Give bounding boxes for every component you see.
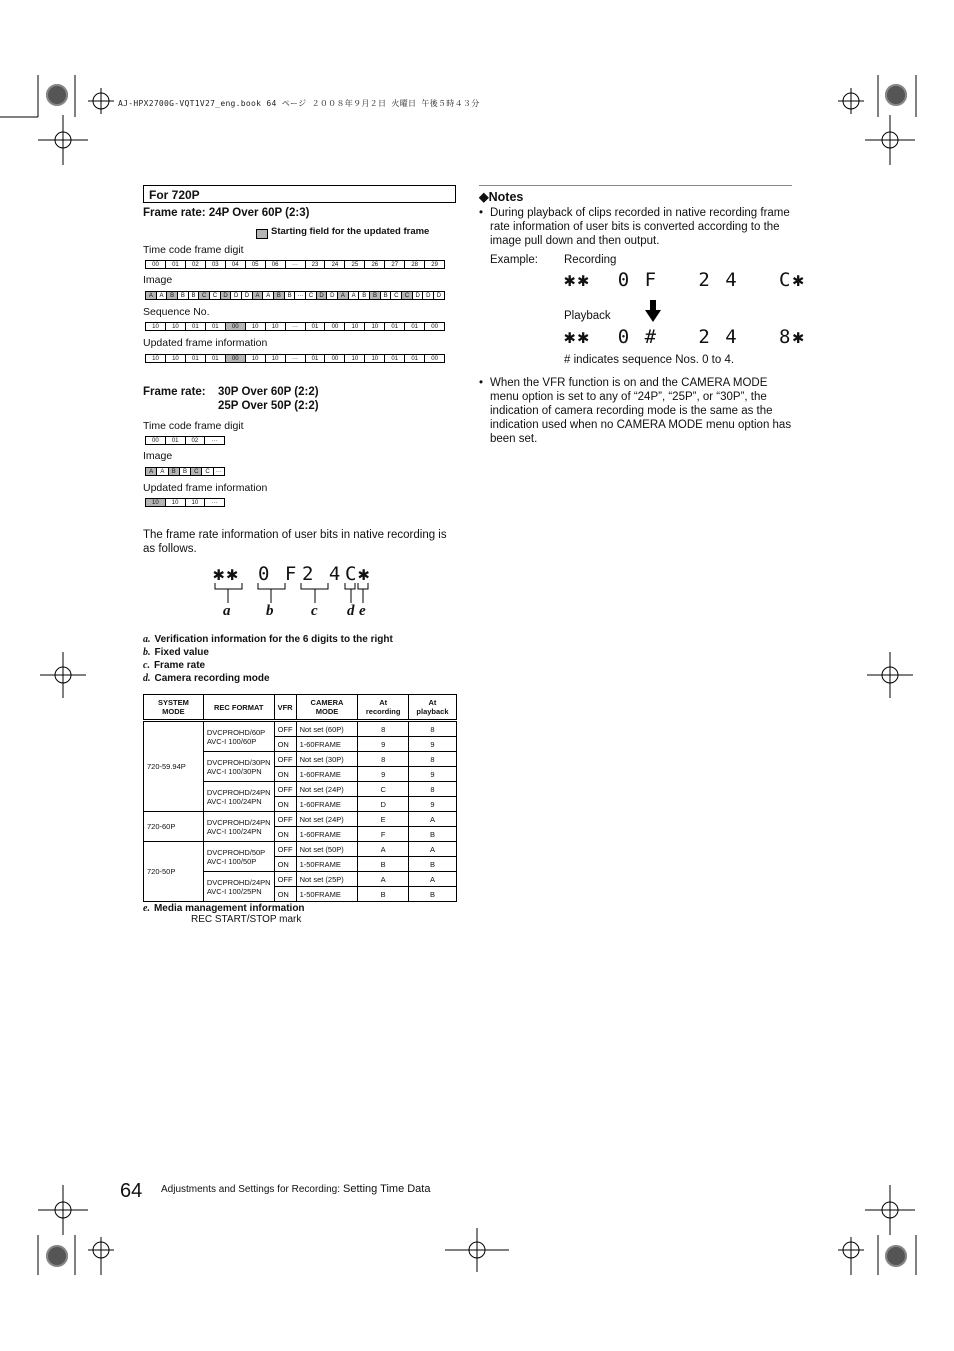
rec-format-cell: DVCPROHD/24PN AVC-I 100/24PN <box>203 782 274 812</box>
fr1-upd-cell: 10 <box>365 355 385 362</box>
fr1-image-cell: C <box>210 292 221 299</box>
fr1-image-cell: B <box>359 292 370 299</box>
table-cell: OFF <box>274 782 296 797</box>
table-cell: F <box>358 827 409 842</box>
table-cell: B <box>408 887 456 902</box>
legend-e-text: Media management information <box>153 903 305 914</box>
code-group-d: C <box>345 563 359 585</box>
fr1-image-cell: D <box>436 293 442 299</box>
fr1-tc-cell: ··· <box>286 261 306 268</box>
fr1-upd-cell: 00 <box>325 355 345 362</box>
fr1-image-cell: A <box>263 292 274 299</box>
table-cell: OFF <box>274 842 296 857</box>
fr1-image-strip <box>145 291 445 300</box>
fr1-tc-cell: 26 <box>365 261 385 268</box>
table-cell: B <box>358 857 409 872</box>
legend-text: Fixed value <box>154 647 209 658</box>
fr1-tc-label: Time code frame digit <box>143 244 244 256</box>
legend-label: Starting field for the updated frame <box>271 226 430 237</box>
fr1-image-cell: A <box>349 292 360 299</box>
footer-chapter-label: Adjustments and Settings for Recording: <box>161 1184 340 1195</box>
fr2-image-cell: ··· <box>215 469 222 475</box>
table-header: At recording <box>358 695 409 721</box>
table-cell: Not set (50P) <box>296 842 358 857</box>
fr1-seq-cell: 01 <box>385 323 405 330</box>
fr2-title-a: Frame rate: <box>143 386 206 398</box>
table-cell: 1-60FRAME <box>296 737 358 752</box>
footer-chapter <box>161 1183 430 1195</box>
fr2-upd-cell: 10 <box>186 499 206 506</box>
table-cell: 9 <box>358 767 409 782</box>
mode-table <box>143 694 457 902</box>
fr1-image-cell: B <box>381 292 392 299</box>
fr1-upd-cell: 01 <box>385 355 405 362</box>
fr1-upd-cell: 01 <box>405 355 425 362</box>
rec-format-cell: DVCPROHD/24PN AVC-I 100/25PN <box>203 872 274 902</box>
intro-text: The frame rate information of user bits in native recording is as follows. <box>143 529 447 555</box>
fr1-upd-cell: 10 <box>345 355 365 362</box>
table-cell: OFF <box>274 812 296 827</box>
fr1-seq-strip <box>145 322 445 331</box>
table-cell: 1-60FRAME <box>296 827 358 842</box>
fr1-image-cell: D <box>221 292 232 299</box>
notes-title: ◆Notes <box>479 190 524 204</box>
bullet-1: During playback of clips recorded in native recording frame rate information of user bits is converted according to the image pull down and then output. <box>490 207 790 247</box>
legend-e-key: e. <box>143 903 150 914</box>
fr1-image-cell: D <box>317 292 328 299</box>
fr2-image-cell: A <box>146 468 157 475</box>
playback-code: ✱✱ 0 # 2 4 8✱ <box>564 326 806 348</box>
legend-key: a. <box>143 634 151 645</box>
table-row <box>144 812 457 827</box>
recording-label: Recording <box>564 254 617 266</box>
table-cell: ON <box>274 737 296 752</box>
legend-key: c. <box>143 660 150 671</box>
fr1-image-cell: C <box>391 292 402 299</box>
legend-item <box>143 659 393 672</box>
fr1-seq-cell: 00 <box>226 323 246 330</box>
fr1-image-cell: ··· <box>295 292 306 299</box>
fr2-tc-label: Time code frame digit <box>143 420 244 432</box>
fr2-title-c: 25P Over 50P (2:2) <box>218 400 319 412</box>
fr1-tc-cell: 06 <box>266 261 286 268</box>
legend-swatch <box>256 229 268 239</box>
code-group-e: ✱ <box>358 563 372 585</box>
footer-topic: Setting Time Data <box>343 1183 431 1195</box>
fr1-title: Frame rate: 24P Over 60P (2:3) <box>143 207 310 219</box>
fr2-image-cell: A <box>157 468 168 475</box>
fr1-tc-cell: 24 <box>325 261 345 268</box>
fr1-seq-label: Sequence No. <box>143 306 210 318</box>
table-cell: ON <box>274 887 296 902</box>
fr1-seq-cell: 00 <box>431 324 438 330</box>
rec-format-cell: DVCPROHD/60P AVC-I 100/60P <box>203 721 274 752</box>
legend-text: Camera recording mode <box>154 673 270 684</box>
table-cell: OFF <box>274 752 296 767</box>
letter-a: a <box>223 603 231 619</box>
fr1-seq-cell: 10 <box>345 323 365 330</box>
fr2-upd-cell: ··· <box>211 500 218 506</box>
page-number: 64 <box>120 1180 143 1202</box>
table-header: REC FORMAT <box>203 695 274 721</box>
fr1-tc-strip <box>145 260 445 269</box>
letter-e: e <box>359 603 366 619</box>
fr1-upd-strip <box>145 354 445 363</box>
legend-text: Verification information for the 6 digits to the right <box>154 634 393 645</box>
legend-item <box>143 672 393 685</box>
fr1-upd-cell: 01 <box>186 355 206 362</box>
fr1-image-cell: C <box>402 292 413 299</box>
fr1-upd-cell: ··· <box>286 355 306 362</box>
table-cell: B <box>408 827 456 842</box>
file-header-line: AJ-HPX2700G-VQT1V27_eng.book 64 ページ ２００８年９月２日 火曜日 午後５時４３分 <box>118 99 480 108</box>
fr1-image-cell: D <box>423 292 434 299</box>
table-cell: ON <box>274 857 296 872</box>
fr2-upd-cell: 10 <box>146 499 166 506</box>
code-group-c: 2 4 <box>302 563 343 585</box>
recording-code: ✱✱ 0 F 2 4 C✱ <box>564 269 806 291</box>
code-brackets <box>205 583 375 605</box>
fr1-tc-cell: 27 <box>385 261 405 268</box>
legend-item <box>143 633 393 646</box>
fr1-seq-cell: 01 <box>186 323 206 330</box>
fr1-seq-cell: 01 <box>206 323 226 330</box>
table-cell: A <box>408 812 456 827</box>
fr2-upd-label: Updated frame information <box>143 482 268 494</box>
table-cell: A <box>358 872 409 887</box>
letter-b: b <box>266 603 274 619</box>
fr1-image-cell: A <box>253 292 264 299</box>
table-cell: 1-60FRAME <box>296 767 358 782</box>
fr1-upd-cell: 10 <box>246 355 266 362</box>
fr1-image-cell: A <box>338 292 349 299</box>
section-title: For 720P <box>143 185 456 203</box>
table-cell: 8 <box>358 721 409 737</box>
fr1-tc-cell: 00 <box>146 261 166 268</box>
rec-format-cell: DVCPROHD/50P AVC-I 100/50P <box>203 842 274 872</box>
rec-format-cell: DVCPROHD/30PN AVC-I 100/30PN <box>203 752 274 782</box>
fr1-upd-cell: 10 <box>266 355 286 362</box>
legend-item <box>143 646 393 659</box>
code-group-a: ✱✱ <box>213 563 240 585</box>
fr1-seq-cell: 00 <box>325 323 345 330</box>
legend-e-sub: REC START/STOP mark <box>191 914 302 925</box>
table-cell: E <box>358 812 409 827</box>
table-cell: Not set (60P) <box>296 721 358 737</box>
table-cell: 1-50FRAME <box>296 887 358 902</box>
table-cell: D <box>358 797 409 812</box>
hash-note: # indicates sequence Nos. 0 to 4. <box>564 354 735 366</box>
fr1-image-cell: A <box>146 292 157 299</box>
fr1-upd-cell: 01 <box>206 355 226 362</box>
fr1-upd-cell: 10 <box>166 355 186 362</box>
table-cell: 9 <box>408 737 456 752</box>
fr1-image-cell: C <box>306 292 317 299</box>
table-cell: 9 <box>408 767 456 782</box>
table-cell: 1-50FRAME <box>296 857 358 872</box>
fr2-tc-cell: 00 <box>146 437 166 444</box>
table-cell: ON <box>274 767 296 782</box>
notes-rule <box>479 185 792 186</box>
fr2-upd-cell: 10 <box>166 499 186 506</box>
fr2-image-strip <box>145 467 225 476</box>
table-cell: OFF <box>274 721 296 737</box>
fr1-image-cell: C <box>199 292 210 299</box>
fr1-image-label: Image <box>143 274 173 286</box>
fr1-upd-cell: 00 <box>226 355 246 362</box>
fr1-seq-cell: 10 <box>266 323 286 330</box>
fr1-image-cell: B <box>189 292 200 299</box>
fr1-seq-cell: 10 <box>146 323 166 330</box>
fr2-upd-strip <box>145 498 225 507</box>
fr2-image-cell: C <box>202 468 213 475</box>
system-mode-cell: 720-59.94P <box>144 721 204 812</box>
table-header: At playback <box>408 695 456 721</box>
table-cell: 8 <box>408 782 456 797</box>
fr2-tc-cell: ··· <box>211 438 218 444</box>
fr1-tc-cell: 01 <box>166 261 186 268</box>
legend-list <box>143 633 393 685</box>
fr2-image-cell: B <box>180 468 191 475</box>
fr1-upd-cell: 01 <box>306 355 326 362</box>
fr1-tc-cell: 02 <box>186 261 206 268</box>
fr1-tc-cell: 05 <box>246 261 266 268</box>
fr2-image-label: Image <box>143 450 173 462</box>
playback-label: Playback <box>564 310 611 322</box>
fr2-image-cell: C <box>191 468 202 475</box>
legend-key: d. <box>143 673 151 684</box>
table-header: SYSTEM MODE <box>144 695 204 721</box>
fr1-image-cell: D <box>242 292 253 299</box>
example-label: Example: <box>490 254 538 266</box>
fr1-image-cell: D <box>231 292 242 299</box>
table-cell: Not set (24P) <box>296 812 358 827</box>
table-cell: A <box>408 872 456 887</box>
letter-d: d <box>347 603 355 619</box>
table-cell: Not set (25P) <box>296 872 358 887</box>
legend-key: b. <box>143 647 151 658</box>
table-header: VFR <box>274 695 296 721</box>
fr1-tc-cell: 29 <box>431 262 438 268</box>
fr1-upd-label: Updated frame information <box>143 337 268 349</box>
fr1-tc-cell: 04 <box>226 261 246 268</box>
fr1-tc-cell: 03 <box>206 261 226 268</box>
bullet-2: When the VFR function is on and the CAMERA MODE menu option is set to any of “24P”, “25P”, or “30P”, the indication of camera recording mode is the same as the indication used when no CAMERA MODE menu option has been set. <box>490 377 792 445</box>
fr1-image-cell: B <box>178 292 189 299</box>
fr1-seq-cell: 10 <box>365 323 385 330</box>
down-arrow-icon <box>645 300 661 322</box>
table-cell: C <box>358 782 409 797</box>
system-mode-cell: 720-50P <box>144 842 204 902</box>
fr2-tc-strip <box>145 436 225 445</box>
fr1-image-cell: B <box>285 292 296 299</box>
fr1-image-cell: B <box>167 292 178 299</box>
fr1-image-cell: B <box>274 292 285 299</box>
table-cell: 8 <box>408 752 456 767</box>
table-cell: 8 <box>358 752 409 767</box>
letter-c: c <box>311 603 318 619</box>
fr1-seq-cell: 10 <box>166 323 186 330</box>
fr2-image-cell: B <box>169 468 180 475</box>
bullet-1-dot: • <box>479 207 484 219</box>
system-mode-cell: 720-60P <box>144 812 204 842</box>
table-row <box>144 721 457 737</box>
fr1-tc-cell: 23 <box>306 261 326 268</box>
table-cell: 1-60FRAME <box>296 797 358 812</box>
table-row <box>144 842 457 857</box>
fr2-title-b: 30P Over 60P (2:2) <box>218 386 319 398</box>
table-cell: Not set (24P) <box>296 782 358 797</box>
fr1-upd-cell: 10 <box>146 355 166 362</box>
table-cell: 8 <box>408 721 456 737</box>
fr1-seq-cell: 01 <box>405 323 425 330</box>
fr1-seq-cell: ··· <box>286 323 306 330</box>
fr1-seq-cell: 10 <box>246 323 266 330</box>
table-cell: Not set (30P) <box>296 752 358 767</box>
code-group-b: 0 F <box>258 563 299 585</box>
table-cell: OFF <box>274 872 296 887</box>
fr1-image-cell: B <box>370 292 381 299</box>
fr1-upd-cell: 00 <box>431 356 438 362</box>
bullet-2-dot: • <box>479 377 484 389</box>
rec-format-cell: DVCPROHD/24PN AVC-I 100/24PN <box>203 812 274 842</box>
table-cell: A <box>358 842 409 857</box>
fr1-image-cell: A <box>157 292 168 299</box>
table-cell: B <box>358 887 409 902</box>
legend-text: Frame rate <box>153 660 206 671</box>
table-cell: B <box>408 857 456 872</box>
table-cell: 9 <box>408 797 456 812</box>
table-cell: ON <box>274 797 296 812</box>
fr1-image-cell: D <box>327 292 338 299</box>
fr2-tc-cell: 02 <box>186 437 206 444</box>
fr1-tc-cell: 25 <box>345 261 365 268</box>
table-cell: ON <box>274 827 296 842</box>
fr1-seq-cell: 01 <box>306 323 326 330</box>
fr1-tc-cell: 28 <box>405 261 425 268</box>
table-header: CAMERA MODE <box>296 695 358 721</box>
fr1-image-cell: D <box>413 292 424 299</box>
table-cell: 9 <box>358 737 409 752</box>
table-cell: A <box>408 842 456 857</box>
fr2-tc-cell: 01 <box>166 437 186 444</box>
